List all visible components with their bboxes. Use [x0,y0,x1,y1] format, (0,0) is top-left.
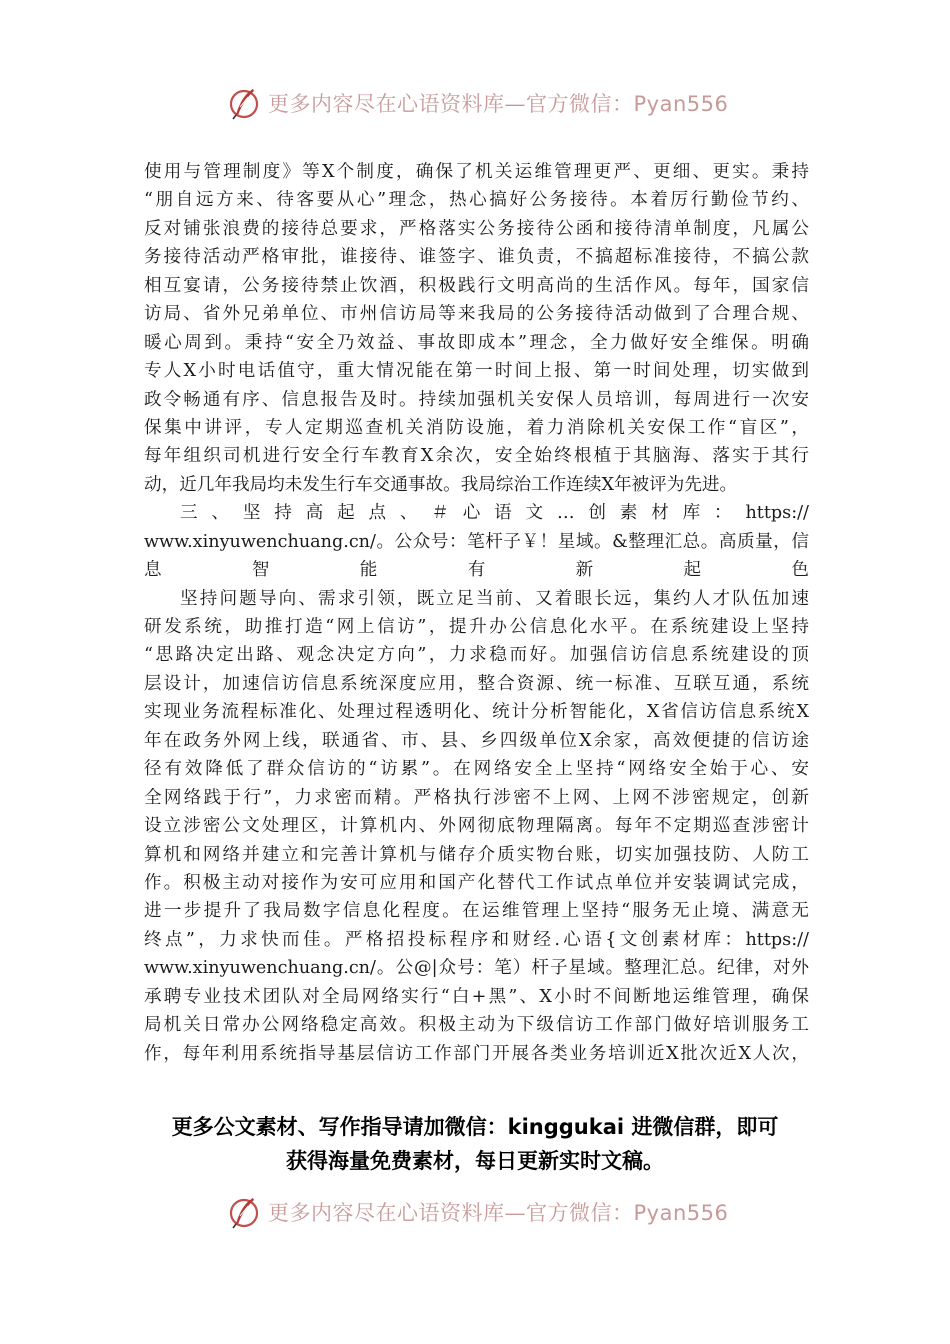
text-line: 作。积极主动对接作为安可应用和国产化替代工作试点单位并安装调试完成， [144,872,809,893]
text-line: “朋自远方来、待客要从心”理念，热心搞好公务接待。本着厉行勤俭节约、 [144,190,809,211]
promo-line-2: 获得海量免费素材，每日更新实时文稿。 [286,1149,664,1173]
text-line: 访局、省外兄弟单位、市州信访局等来我局的公务接待活动做到了合理合规、 [144,304,809,325]
feather-pen-logo-icon [226,1194,262,1230]
text-line: 实现业务流程标准化、处理过程透明化、统计分析智能化，X省信访信息系统X [144,702,809,723]
paragraph-2 [144,585,809,1068]
heading-line: 息智能有新起色 [144,560,809,581]
text-line: 每年组织司机进行安全行车教育X余次，安全始终根植于其脑海、落实于其行 [144,446,809,467]
heading-line: 三、坚持高起点、＃心语文…创素材库：https:// [180,503,809,524]
promo-line-1: 更多公文素材、写作指导请加微信：kinggukai 进微信群，即可 [171,1115,779,1139]
text-line: 算机和网络并建立和完善计算机与储存介质实物台账，切实加强技防、人防工 [144,844,809,865]
text-line: 务接待活动严格审批，谁接待、谁签字、谁负责，不搞超标准接待，不搞公款 [144,247,809,268]
text-line: 层设计，加速信访信息系统深度应用，整合资源、统一标准、互联互通，系统 [144,673,809,694]
text-line: 暖心周到。秉持“安全乃效益、事故即成本”理念，全力做好安全维保。明确 [144,332,809,353]
document-body [144,158,809,1068]
heading-line: www.xinyuwenchuang.cn/。公众号：笔杆子￥！星域。&整理汇总。高质量，信 [144,531,809,552]
banner-wechat-label: 官方微信： [526,92,634,116]
text-line: 年在政务外网上线，联通省、市、县、乡四级单位X余家，高效便捷的信访途 [144,730,809,751]
text-line: 径有效降低了群众信访的“访累”。在网络安全上坚持“网络安全始于心、安 [144,759,809,780]
header-banner [226,84,746,122]
promo-notice [0,1110,950,1178]
text-line: 终点”，力求快而佳。严格招投标程序和财经.心语{文创素材库：https:// [144,929,809,950]
text-line: 研发系统，助推打造“网上信访”，提升办公信息化水平。在系统建设上坚持 [144,617,809,637]
text-line: 承聘专业技术团队对全局网络实行“白+黑”、X小时不间断地运维管理，确保 [144,986,809,1007]
text-line: 坚持问题导向、需求引领，既立足当前、又着眼长远，集约人才队伍加速 [180,588,809,609]
section-heading [144,499,809,584]
text-line: 进一步提升了我局数字信息化程度。在运维管理上坚持“服务无止境、满意无 [144,901,809,922]
text-line: 保集中讲评，专人定期巡查机关消防设施，着力消除机关安保工作“盲区”， [144,417,809,438]
banner-dash: — [504,92,526,116]
text-line: 设立涉密公文处理区，计算机内、外网彻底物理隔离。每年不定期巡查涉密计 [144,816,809,837]
banner-wechat-id: Pyan556 [633,92,729,116]
banner-prefix: 更多内容尽在心语资料库 [268,92,505,116]
banner-text [268,88,728,118]
banner-wechat-id: Pyan556 [633,1201,729,1225]
text-line: 反对铺张浪费的接待总要求，严格落实公务接待公函和接待清单制度，凡属公 [144,218,809,239]
text-line: 动，近几年我局均未发生行车交通事故。我局综治工作连续X年被评为先进。 [144,474,738,495]
text-line: 使用与管理制度》等X个制度，确保了机关运维管理更严、更细、更实。秉持 [144,162,809,182]
banner-prefix: 更多内容尽在心语资料库 [268,1201,505,1225]
text-line: 作，每年利用系统指导基层信访工作部门开展各类业务培训近X批次近X人次， [144,1043,809,1064]
text-line: 专人X小时电话值守，重大情况能在第一时间上报、第一时间处理，切实做到 [144,361,809,382]
text-line: 局机关日常办公网络稳定高效。积极主动为下级信访工作部门做好培训服务工 [144,1015,809,1036]
text-line: 政令畅通有序、信息报告及时。持续加强机关安保人员培训，每周进行一次安 [144,389,809,410]
banner-wechat-label: 官方微信： [526,1201,634,1225]
banner-text [268,1197,728,1227]
banner-dash: — [504,1201,526,1225]
paragraph-1 [144,158,809,499]
text-line: 全网络践于行”，力求密而精。严格执行涉密不上网、上网不涉密规定，创新 [144,787,809,808]
text-line: “思路决定出路、观念决定方向”，力求稳而好。加强信访信息系统建设的顶 [144,645,809,666]
text-line: www.xinyuwenchuang.cn/。公@|众号：笔）杆子星域。整理汇总。纪律，对外 [144,958,809,979]
text-line: 相互宴请，公务接待禁止饮酒，积极践行文明高尚的生活作风。每年，国家信 [144,275,809,296]
feather-pen-logo-icon [226,85,262,121]
footer-banner [226,1193,746,1231]
